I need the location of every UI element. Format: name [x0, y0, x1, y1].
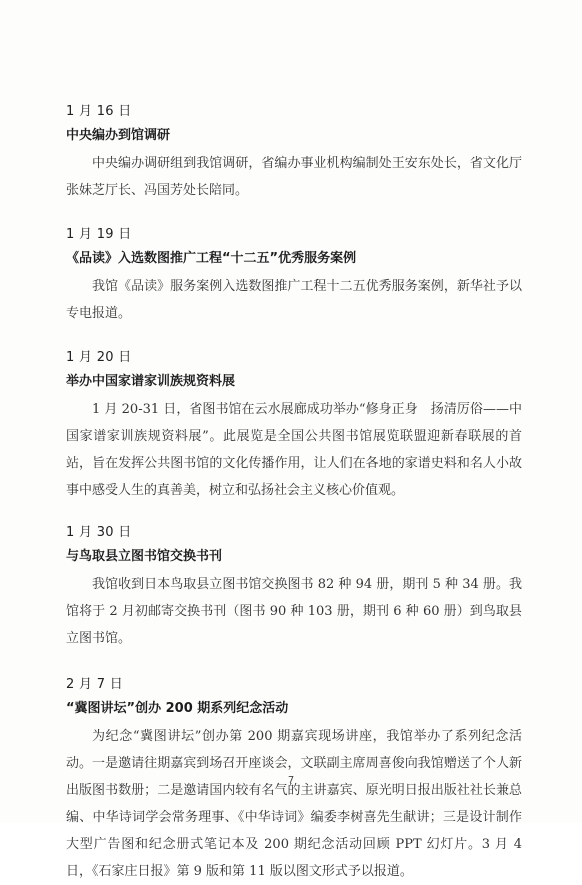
- entry-title: 《品读》入选数图推广工程“十二五”优秀服务案例: [66, 251, 357, 266]
- entry-date: 1 月 16 日: [66, 104, 132, 119]
- entry-jan-16: [66, 103, 522, 204]
- entry-date: 1 月 20 日: [66, 350, 132, 365]
- entry-jan-19: [66, 226, 522, 327]
- entry-body: 为纪念“冀图讲坛”创办第 200 期嘉宾现场讲座，我馆举办了系列纪念活动。一是邀请往期嘉宾到场召开座谈会，文联副主席周喜俊向我馆赠送了个人新出版图书数册；二是邀请国内较有名气的主讲嘉宾、原光明日报出版社社长兼总编、中华诗词学会常务理事、《中华诗词》编委李树喜先生献讲；三是设计制作大型广告图和纪念册式笔记本及 200 期纪念活动回顾 PPT 幻灯片。3 月 4 日，《石家庄日报》第 9 版和第 11 版以图文形式予以报道。: [66, 729, 522, 879]
- entry-title: “冀图讲坛”创办 200 期系列纪念活动: [66, 701, 289, 716]
- entry-jan-30: [66, 524, 522, 652]
- entry-jan-20: [66, 349, 522, 504]
- entry-body: 我馆收到日本鸟取县立图书馆交换图书 82 种 94 册，期刊 5 种 34 册。我馆将于 2 月初邮寄交换书刊（图书 90 种 103 册，期刊 6 种 60 册）到鸟取县立图书馆。: [66, 577, 522, 646]
- entry-body: 中央编办调研组到我馆调研，省编办事业机构编制处王安东处长，省文化厅张妹芝厅长、冯国芳处长陪同。: [66, 156, 522, 198]
- entry-title: 与鸟取县立图书馆交换书刊: [66, 549, 223, 564]
- entry-date: 1 月 30 日: [66, 525, 132, 540]
- entry-date: 2 月 7 日: [66, 677, 124, 692]
- entry-body: 1 月 20-31 日，省图书馆在云水展廊成功举办“修身正身 扬清厉俗——中国家谱家训族规资料展”。此展览是全国公共图书馆展览联盟迎新春联展的首站，旨在发挥公共图书馆的文化传播作用，让人们在各地的家谱史料和名人小故事中感受人生的真善美，树立和弘扬社会主义核心价值观。: [66, 402, 522, 498]
- entry-title: 举办中国家谱家训族规资料展: [66, 374, 236, 389]
- chronicle-content: [66, 103, 522, 885]
- page-number: 7: [287, 775, 295, 786]
- entry-body: 我馆《品读》服务案例入选数图推广工程十二五优秀服务案例，新华社予以专电报道。: [66, 279, 522, 321]
- entry-date: 1 月 19 日: [66, 227, 132, 242]
- entry-title: 中央编办到馆调研: [66, 128, 171, 143]
